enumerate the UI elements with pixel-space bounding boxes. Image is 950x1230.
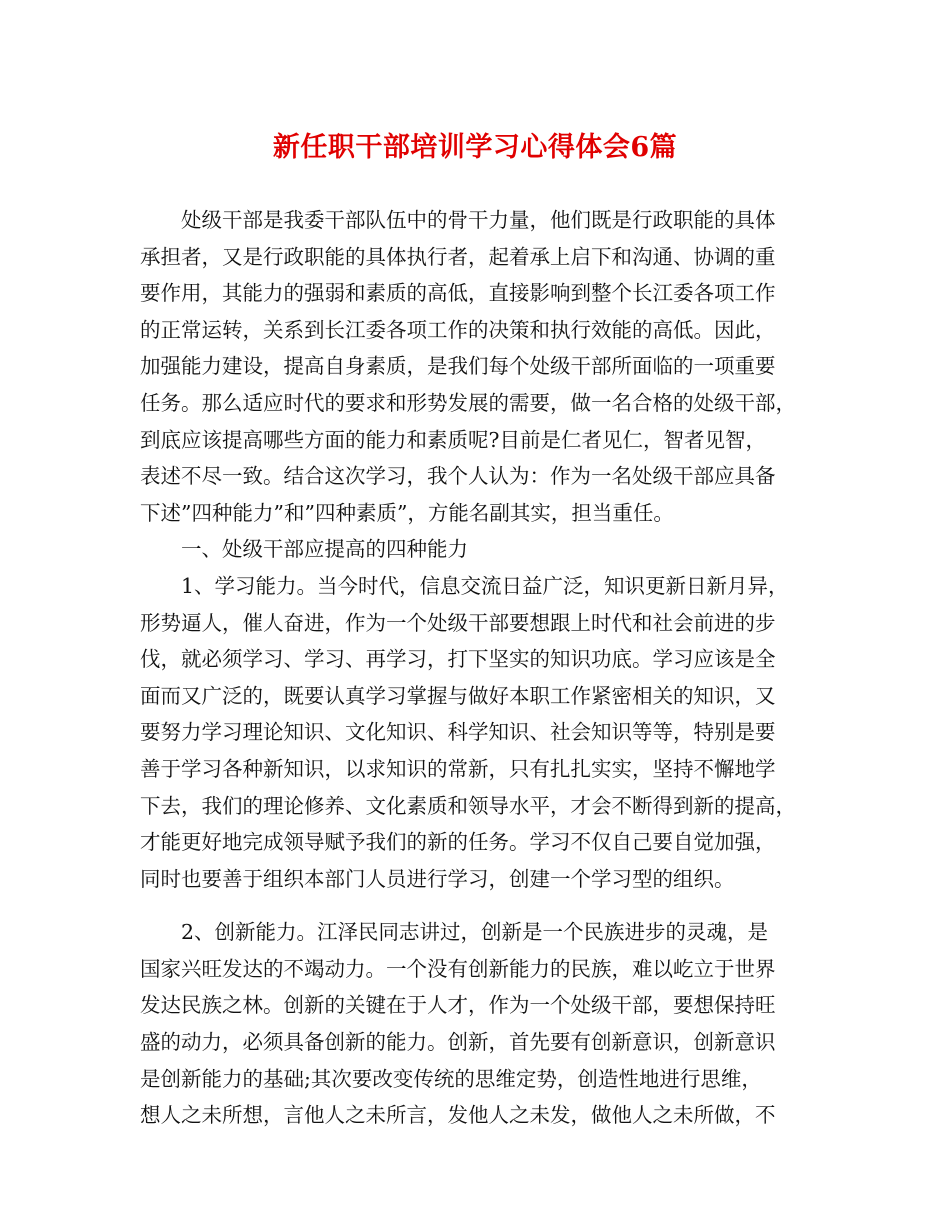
paragraph-line: 要作用，其能力的强弱和素质的高低，直接影响到整个长江委各项工作	[140, 281, 776, 306]
section-heading: 一、处级干部应提高的四种能力	[181, 537, 468, 562]
paragraph-line: 面而又广泛的，既要认真学习掌握与做好本职工作紧密相关的知识，又	[140, 683, 776, 708]
paragraph-line: 下述”四种能力”和”四种素质”，方能名副其实，担当重任。	[140, 500, 674, 525]
paragraph-line: 形势逼人，催人奋进，作为一个处级干部要想跟上时代和社会前进的步	[140, 610, 776, 635]
paragraph-line: 的正常运转，关系到长江委各项工作的决策和执行效能的高低。因此，	[140, 317, 776, 342]
paragraph-line: 任务。那么适应时代的要求和形势发展的需要，做一名合格的处级干部，	[140, 390, 796, 415]
paragraph-line: 发达民族之林。创新的关键在于人才，作为一个处级干部，要想保持旺	[140, 993, 776, 1018]
paragraph-line: 要努力学习理论知识、文化知识、科学知识、社会知识等等，特别是要	[140, 720, 776, 745]
paragraph-line: 是创新能力的基础;其次要改变传统的思维定势，创造性地进行思维，	[140, 1066, 762, 1091]
paragraph-line: 想人之未所想，言他人之未所言，发他人之未发，做他人之未所做，不	[140, 1103, 776, 1128]
document-body	[140, 202, 820, 1134]
paragraph-line: 加强能力建设，提高自身素质，是我们每个处级干部所面临的一项重要	[140, 354, 776, 379]
paragraph-line: 才能更好地完成领导赋予我们的新的任务。学习不仅自己要自觉加强，	[140, 830, 776, 855]
paragraph-gap	[140, 897, 820, 914]
paragraph-line: 2、创新能力。江泽民同志讲过，创新是一个民族进步的灵魂，是	[181, 920, 769, 945]
document-title: 新任职干部培训学习心得体会6篇	[272, 132, 678, 163]
paragraph-line: 表述不尽一致。结合这次学习，我个人认为：作为一名处级干部应具备	[140, 464, 776, 489]
paragraph-line: 盛的动力，必须具备创新的能力。创新，首先要有创新意识，创新意识	[140, 1030, 776, 1055]
paragraph-line: 1、学习能力。当今时代，信息交流日益广泛，知识更新日新月异，	[181, 573, 789, 598]
paragraph-line: 国家兴旺发达的不竭动力。一个没有创新能力的民族，难以屹立于世界	[140, 956, 776, 981]
paragraph-line: 承担者，又是行政职能的具体执行者，起着承上启下和沟通、协调的重	[140, 244, 776, 269]
paragraph-line: 善于学习各种新知识，以求知识的常新，只有扎扎实实，坚持不懈地学	[140, 756, 776, 781]
paragraph-line: 处级干部是我委干部队伍中的骨干力量，他们既是行政职能的具体	[181, 208, 776, 232]
paragraph-line: 到底应该提高哪些方面的能力和素质呢?目前是仁者见仁，智者见智，	[140, 427, 766, 452]
paragraph-line: 下去，我们的理论修养、文化素质和领导水平，才会不断得到新的提高，	[140, 793, 796, 818]
paragraph-line: 同时也要善于组织本部门人员进行学习，创建一个学习型的组织。	[140, 866, 735, 891]
paragraph-line: 伐，就必须学习、学习、再学习，打下坚实的知识功底。学习应该是全	[140, 647, 776, 672]
